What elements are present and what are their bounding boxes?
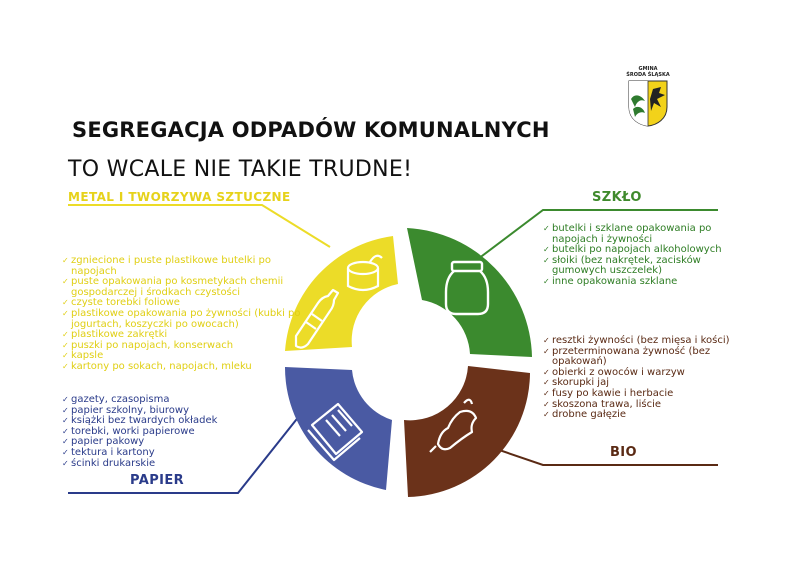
papier-category-title: PAPIER <box>130 473 185 488</box>
page-title: SEGREGACJA ODPADÓW KOMUNALNYCH <box>72 118 550 142</box>
bio-category-title: BIO <box>610 445 637 460</box>
szklo-items-list <box>543 224 743 288</box>
list-item: ✓ kapsle <box>62 351 302 362</box>
list-item: ✓ puste opakowania po kosmetykach chemii gospodarczej i środkach czystości <box>62 277 302 298</box>
list-item: ✓ zgniecione i puste plastikowe butelki po napojach <box>62 256 302 277</box>
bio-items-list <box>543 336 753 421</box>
list-item: ✓ butelki i szklane opakowania po napojach i żywności <box>543 224 743 245</box>
metal-connector-line <box>68 205 330 247</box>
list-item: ✓ przeterminowana żywność (bez opakowań) <box>543 347 753 368</box>
list-item: ✓ tektura i kartony <box>62 448 272 459</box>
list-item: ✓ słoiki (bez nakrętek, zacisków gumowych uszczelek) <box>543 256 743 277</box>
list-item: ✓ butelki po napojach alkoholowych <box>543 245 743 256</box>
papier-items-list <box>62 395 272 469</box>
list-item: ✓ skoszona trawa, liście <box>543 400 753 411</box>
list-item: ✓ plastikowe zakrętki <box>62 330 302 341</box>
papier-segment <box>285 367 392 490</box>
list-item: ✓ ścinki drukarskie <box>62 459 272 470</box>
szklo-category-title: SZKŁO <box>592 190 642 205</box>
list-item: ✓ gazety, czasopisma <box>62 395 272 406</box>
list-item: ✓ kartony po sokach, napojach, mleku <box>62 362 302 373</box>
list-item: ✓ papier pakowy <box>62 437 272 448</box>
list-item: ✓ czyste torebki foliowe <box>62 298 302 309</box>
list-item: ✓ resztki żywności (bez mięsa i kości) <box>543 336 753 347</box>
list-item: ✓ torebki, worki papierowe <box>62 427 272 438</box>
list-item: ✓ obierki z owoców i warzyw <box>543 368 753 379</box>
szklo-segment <box>407 228 532 357</box>
bio-segment <box>404 366 530 497</box>
logo-line-2: ŚRODA ŚLĄSKA <box>626 72 670 78</box>
list-item: ✓ puszki po napojach, konserwach <box>62 341 302 352</box>
metal-items-list <box>62 256 302 373</box>
metal-category-title: METAL I TWORZYWA SZTUCZNE <box>68 190 291 204</box>
list-item: ✓ drobne gałęzie <box>543 410 753 421</box>
page-subtitle: TO WCALE NIE TAKIE TRUDNE! <box>68 157 413 182</box>
list-item: ✓ skorupki jaj <box>543 378 753 389</box>
list-item: ✓ plastikowe opakowania po żywności (kubki po jogurtach, koszyczki po owocach) <box>62 309 302 330</box>
list-item: ✓ papier szkolny, biurowy <box>62 406 272 417</box>
list-item: ✓ fusy po kawie i herbacie <box>543 389 753 400</box>
list-item: ✓ inne opakowania szklane <box>543 277 743 288</box>
logo-line-1: GMINA <box>638 66 658 72</box>
list-item: ✓ książki bez twardych okładek <box>62 416 272 427</box>
